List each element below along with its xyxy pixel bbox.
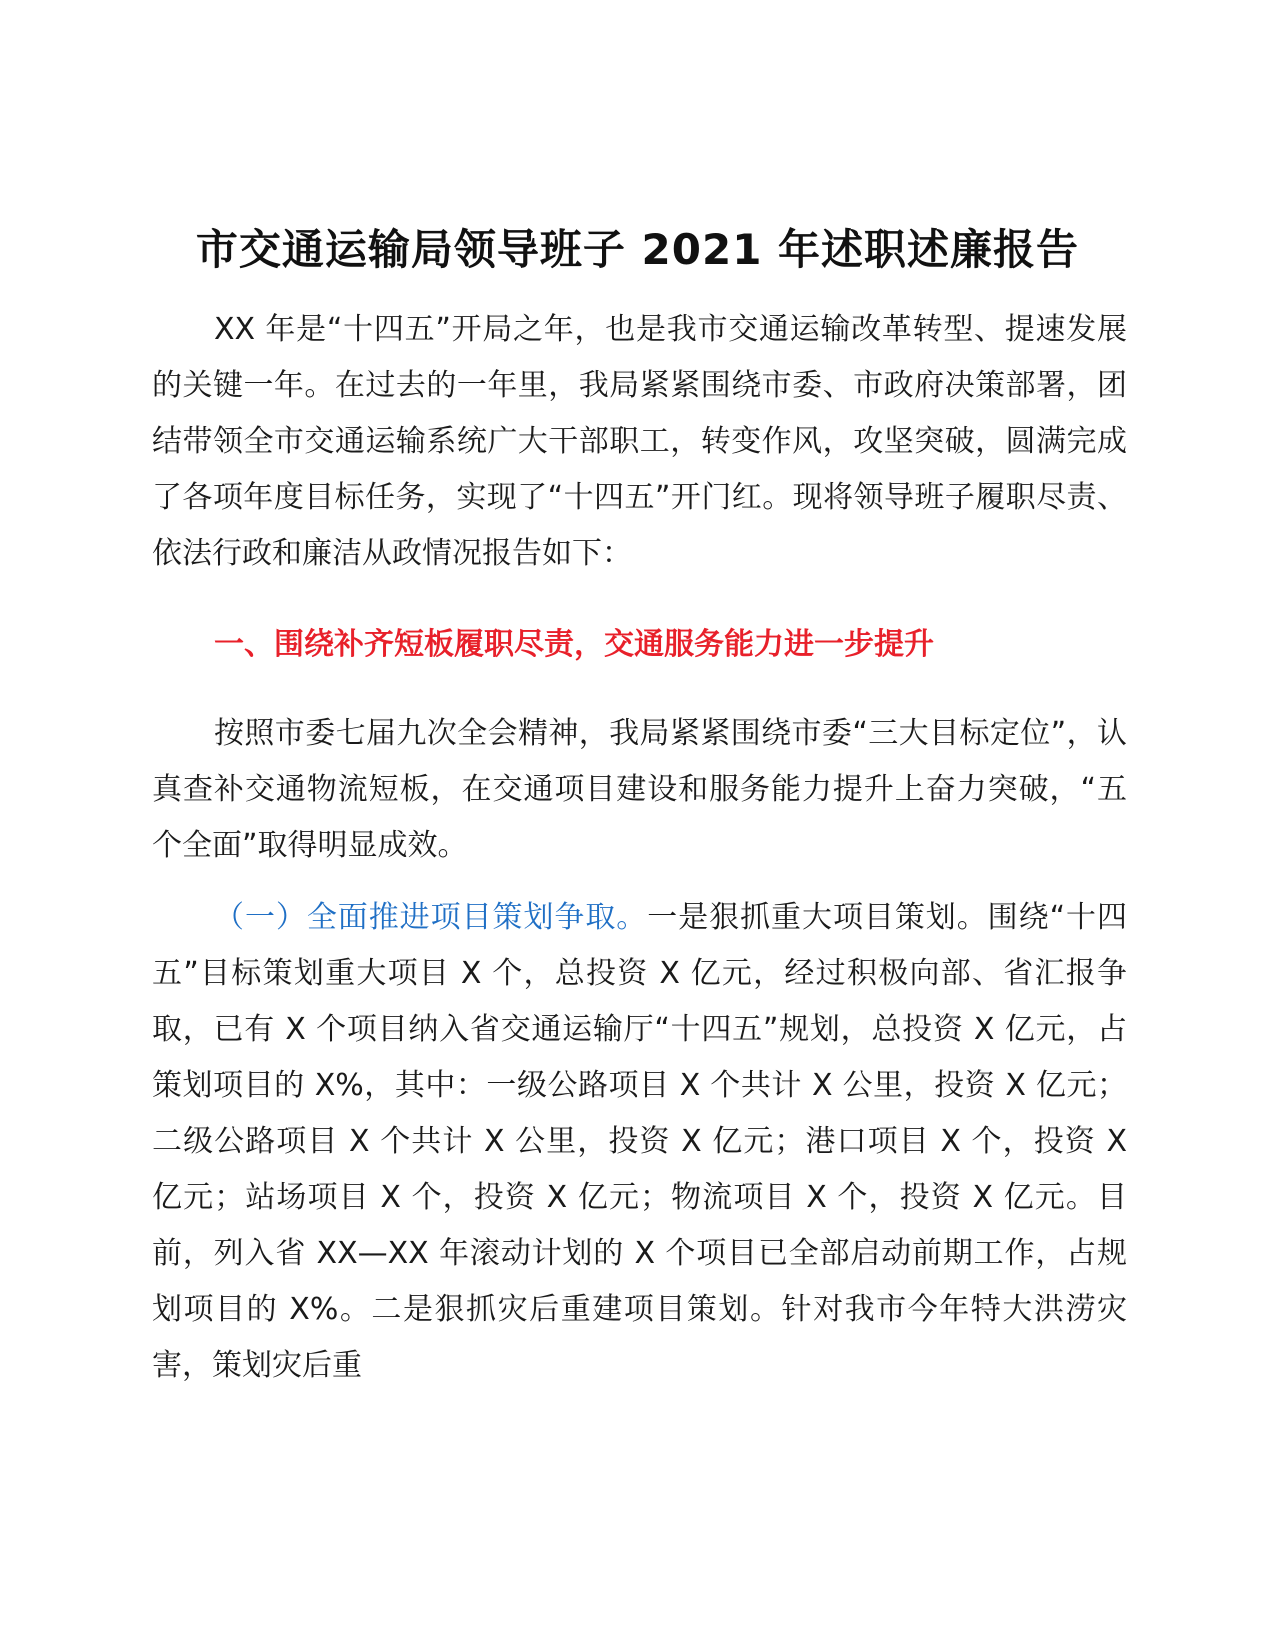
- section-heading-1: 一、围绕补齐短板履职尽责，交通服务能力进一步提升: [214, 627, 934, 662]
- subsection-heading-1: （一）全面推进项目策划争取。: [214, 900, 648, 935]
- document-title: 市交通运输局领导班子 2021 年述职述廉报告: [195, 225, 1080, 274]
- subsection-1-paragraph: [152, 890, 1127, 1394]
- subsection-1-text: 一是狠抓重大项目策划。围绕“十四五”目标策划重大项目 X 个，总投资 X 亿元，经过积极向部、省汇报争取，已有 X 个项目纳入省交通运输厅“十四五”规划，总投资 X 亿元，占策划项目的 X%，其中：一级公路项目 X 个共计 X 公里，投资 X 亿元；二级公路项目 X 个共计 X 公里，投资 X 亿元；港口项目 X 个，投资 X 亿元；站场项目 X 个，投资 X 亿元；物流项目 X 个，投资 X 亿元。目前，列入省 XX—XX 年滚动计划的 X 个项目已全部启动前期工作，占规划项目的 X%。二是狠抓灾后重建项目策划。针对我市今年特大洪涝灾害，策划灾后重: [152, 900, 1128, 1383]
- intro-paragraph: XX 年是“十四五”开局之年，也是我市交通运输改革转型、提速发展的关键一年。在过去的一年里，我局紧紧围绕市委、市政府决策部署，团结带领全市交通运输系统广大干部职工，转变作风，攻坚突破，圆满完成了各项年度目标任务，实现了“十四五”开门红。现将领导班子履职尽责、依法行政和廉洁从政情况报告如下：: [152, 312, 1127, 571]
- section-1-paragraph: 按照市委七届九次全会精神，我局紧紧围绕市委“三大目标定位”，认真查补交通物流短板，在交通项目建设和服务能力提升上奋力突破，“五个全面”取得明显成效。: [152, 716, 1127, 863]
